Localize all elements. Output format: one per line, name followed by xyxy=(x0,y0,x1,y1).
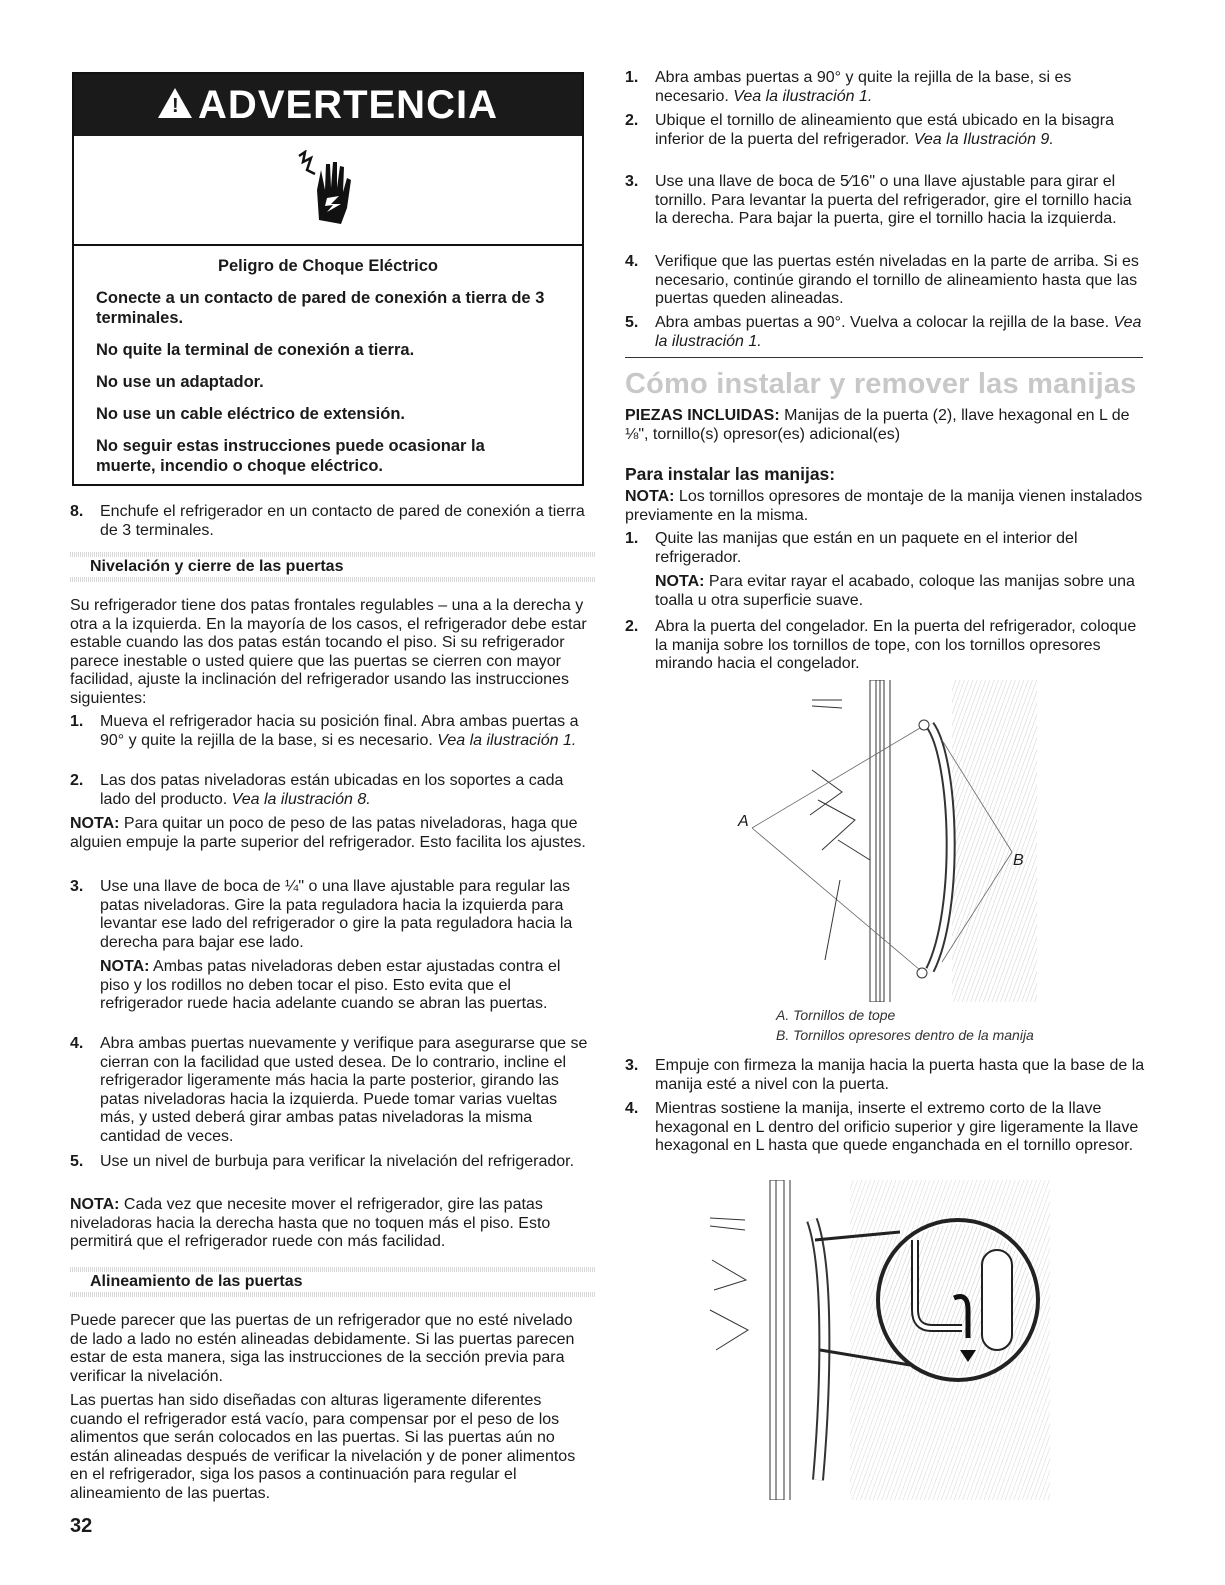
level-step-1 xyxy=(70,713,590,750)
level-step-2 xyxy=(70,772,590,809)
step-number: 8. xyxy=(70,503,84,520)
note-label: NOTA: xyxy=(70,1196,120,1213)
note-label: NOTA: xyxy=(70,815,120,832)
note-text: Los tornillos opresores de montaje de la manija vienen instalados previamente en la misma. xyxy=(625,488,1143,524)
install-heading: Para instalar las manijas: xyxy=(625,464,836,484)
warning-line: No use un adaptador. xyxy=(96,373,264,391)
step-text: Abra ambas puertas a 90°. Vuelva a colocar la rejilla de la base. xyxy=(655,314,1110,331)
warning-box xyxy=(72,72,584,486)
step-text: Abra ambas puertas nuevamente y verifique para asegurarse que se cierran con la facilidad que usted desea. De lo contrario, incline el refrigerador ligeramente más hacia la parte posterior, girando las patas niveladoras hacia la izquierda. Puede tomar varias vueltas más, y usted deberá girar ambas patas niveladoras la misma cantidad de veces. xyxy=(100,1035,588,1145)
warning-line: No quite la terminal de conexión a tierra. xyxy=(96,341,415,359)
paragraph: Las puertas han sido diseñadas con alturas ligeramente diferentes cuando el refrigerador está vacío, para compensar por el peso de los alimentos que serán colocados en las puertas. Si las puertas aún no están alineadas después de verificar la nivelación y de poner alimentos en el refrigerador, siga los pasos a continuación para regular el alineamiento de las puertas. xyxy=(70,1392,576,1502)
step-8 xyxy=(70,503,590,540)
align-step-3 xyxy=(625,173,1145,229)
handle-step-4 xyxy=(625,1100,1145,1156)
align-step-1 xyxy=(625,69,1145,106)
step-text: Las dos patas niveladoras están ubicadas en los soportes a cada lado del producto. xyxy=(100,772,564,808)
included-parts-label: PIEZAS INCLUIDAS: xyxy=(625,407,780,424)
level-step-3 xyxy=(70,878,590,1014)
step-text: Abra ambas puertas a 90° y quite la rejilla de la base, si es necesario. xyxy=(655,69,1072,105)
illustration-ref: Vea la ilustración 1. xyxy=(655,314,1142,350)
note xyxy=(70,1196,590,1252)
step-number: 1. xyxy=(625,530,639,547)
step-number: 1. xyxy=(625,69,639,86)
handle-placement-illustration xyxy=(730,680,1040,1002)
electric-shock-icon-area xyxy=(74,136,582,246)
note-text: Para quitar un poco de peso de las patas niveladoras, haga que alguien empuje la parte superior del refrigerador. Esto facilita los ajustes. xyxy=(70,815,586,851)
warning-triangle-icon: ! xyxy=(158,88,192,118)
handle-step-2 xyxy=(625,618,1145,674)
illustration-ref: Vea la Ilustración 9. xyxy=(913,130,1054,148)
illustration-ref: Vea la ilustración 8. xyxy=(231,790,371,808)
warning-line: No use un cable eléctrico de extensión. xyxy=(96,405,406,423)
note xyxy=(70,815,590,852)
paragraph: Su refrigerador tiene dos patas frontales regulables – una a la derecha y otra a la izquierda. En la mayoría de los casos, el refrigerador debe estar estable cuando las dos patas están tocando el piso. Si su refrigerador parece inestable o usted quiere que las puertas se cierren con mayor facilidad, ajuste la inclinación del refrigerador usando las instrucciones siguientes: xyxy=(70,597,587,707)
step-text: Abra la puerta del congelador. En la puerta del refrigerador, coloque la manija sobre los tornillos de tope, con los tornillos opresores mirando hacia el congelador. xyxy=(655,618,1137,672)
step-note xyxy=(655,573,1145,610)
step-text: Ubique el tornillo de alineamiento que está ubicado en la bisagra inferior de la puerta del refrigerador. xyxy=(655,112,1114,148)
step-text: Mientras sostiene la manija, inserte el extremo corto de la llave hexagonal en L dentro del orificio superior y gire ligeramente la llave hexagonal en L hasta que quede enganchada en el tornillo opresor. xyxy=(655,1100,1139,1154)
illustration-ref: Vea la ilustración 1. xyxy=(437,731,577,749)
handle-step-3 xyxy=(625,1057,1145,1094)
note-label: NOTA: xyxy=(655,573,705,590)
align-step-4 xyxy=(625,253,1145,309)
step-number: 2. xyxy=(625,618,639,635)
paragraph: Puede parecer que las puertas de un refrigerador que no esté nivelado de lado a lado no estén alineadas debidamente. Si las puertas parecen estar de esta manera, siga las instrucciones de la sección previa para verificar la nivelación. xyxy=(70,1312,575,1385)
warning-title: ADVERTENCIA xyxy=(198,82,498,127)
caption-b: B. Tornillos opresores dentro de la manija xyxy=(776,1027,1034,1043)
step-text: Mueva el refrigerador hacia su posición final. Abra ambas puertas a 90° y quite la rejilla de la base, si es necesario. xyxy=(100,713,579,749)
section-title: Cómo instalar y remover las manijas xyxy=(625,368,1137,400)
note-text: Cada vez que necesite mover el refrigerador, gire las patas niveladoras hacia la derecha hasta que no toquen más el piso. Esto permitirá que el refrigerador ruede con más facilidad. xyxy=(70,1196,551,1250)
level-step-5 xyxy=(70,1153,590,1172)
illustration-ref: Vea la ilustración 1. xyxy=(733,87,873,105)
page-number: 32 xyxy=(70,1515,93,1537)
included-parts-text: Manijas de la puerta (2), llave hexagonal en L de ⅛", tornillo(s) opresor(es) adicional(es) xyxy=(625,407,1130,443)
subheading-alignment: Alineamiento de las puertas xyxy=(90,1273,303,1290)
subheading-bar xyxy=(70,1267,595,1297)
step-number: 3. xyxy=(625,1057,639,1074)
caption-a: A. Tornillos de tope xyxy=(776,1007,896,1023)
step-text: Verifique que las puertas estén niveladas en la parte de arriba. Si es necesario, continúe girando el tornillo de alineamiento hasta que las puertas queden alineadas. xyxy=(655,253,1139,307)
step-text: Empuje con firmeza la manija hacia la puerta hasta que la base de la manija esté a nivel con la puerta. xyxy=(655,1057,1145,1093)
level-step-4 xyxy=(70,1035,590,1146)
subheading-bar xyxy=(70,552,595,582)
step-text: Use una llave de boca de 5⁄16" o una llave ajustable para girar el tornillo. Para levantar la puerta del refrigerador, gire el tornillo hacia la derecha. Para bajar la puerta, gire el tornillo hacia la izquierda. xyxy=(655,173,1132,227)
note-label: NOTA: xyxy=(625,488,675,505)
warning-header xyxy=(74,74,582,136)
electric-shock-hand-icon xyxy=(293,150,363,230)
handle-step-1 xyxy=(625,530,1145,610)
figure-label-a: A xyxy=(738,813,749,830)
figure-label-b: B xyxy=(1013,852,1024,869)
step-text: Quite las manijas que están en un paquete en el interior del refrigerador. xyxy=(655,530,1078,566)
warning-body xyxy=(74,246,582,476)
hazard-title: Peligro de Choque Eléctrico xyxy=(217,257,439,275)
hex-key-illustration xyxy=(700,1180,1050,1500)
note-text: Ambas patas niveladoras deben estar ajustadas contra el piso y los rodillos no deben tocar el piso. Esto evita que el refrigerador ruede hacia adelante cuando se abran las puertas. xyxy=(100,958,561,1012)
step-text: Use un nivel de burbuja para verificar la nivelación del refrigerador. xyxy=(100,1153,575,1170)
note-label: NOTA: xyxy=(100,958,150,975)
note xyxy=(625,488,1145,525)
step-note xyxy=(100,958,590,1014)
included-parts xyxy=(625,407,1145,444)
align-step-5 xyxy=(625,314,1145,351)
step-number: 5. xyxy=(625,314,639,331)
subheading-leveling: Nivelación y cierre de las puertas xyxy=(90,558,344,575)
step-text: Enchufe el refrigerador en un contacto de pared de conexión a tierra de 3 terminales. xyxy=(100,503,585,539)
step-number: 3. xyxy=(625,173,639,190)
step-number: 4. xyxy=(625,253,639,270)
step-number: 3. xyxy=(70,878,84,895)
note-text: Para evitar rayar el acabado, coloque las manijas sobre una toalla u otra superficie suave. xyxy=(655,573,1135,609)
step-number: 4. xyxy=(70,1035,84,1052)
warning-line: Conecte a un contacto de pared de conexión a tierra de 3 terminales. xyxy=(96,289,545,327)
step-number: 1. xyxy=(70,713,84,730)
step-number: 5. xyxy=(70,1153,84,1170)
section-rule xyxy=(625,357,1143,358)
step-number: 4. xyxy=(625,1100,639,1117)
align-step-2 xyxy=(625,112,1145,149)
step-text: Use una llave de boca de ¼" o una llave ajustable para regular las patas niveladoras. Gire la pata reguladora hacia la izquierda para levantar ese lado del refrigerador o gire la pata reguladora hacia la derecha para bajar ese lado. xyxy=(100,878,573,951)
step-number: 2. xyxy=(625,112,639,129)
step-number: 2. xyxy=(70,772,84,789)
warning-line: No seguir estas instrucciones puede ocasionar la muerte, incendio o choque eléctrico. xyxy=(96,437,485,475)
